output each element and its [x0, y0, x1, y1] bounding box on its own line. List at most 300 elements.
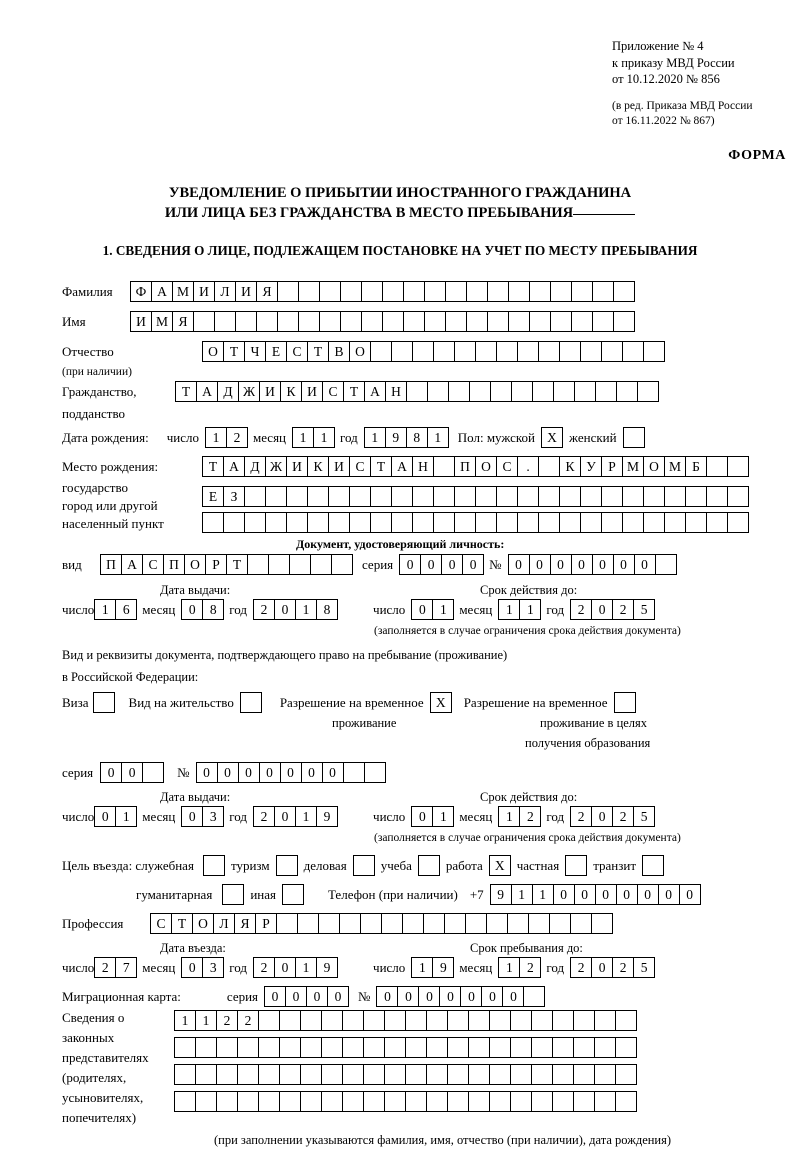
cell[interactable]: [433, 456, 455, 477]
birthplace-cells-row3[interactable]: [202, 512, 748, 533]
cell[interactable]: [256, 311, 278, 332]
purpose-humanitarian-checkbox[interactable]: [222, 884, 244, 905]
cell[interactable]: К: [307, 456, 329, 477]
cell[interactable]: Т: [307, 341, 329, 362]
cell[interactable]: [384, 1064, 406, 1085]
cell[interactable]: [426, 1091, 448, 1112]
cell[interactable]: Я: [234, 913, 256, 934]
cell[interactable]: [279, 1037, 301, 1058]
cell[interactable]: 0: [481, 986, 503, 1007]
cell[interactable]: О: [643, 456, 665, 477]
cell[interactable]: [466, 281, 488, 302]
stay-day-cells[interactable]: [411, 957, 453, 978]
cell[interactable]: 8: [316, 599, 338, 620]
cell[interactable]: 1: [195, 1010, 217, 1031]
cell[interactable]: [571, 281, 593, 302]
cell[interactable]: [615, 1064, 637, 1085]
cell[interactable]: 0: [274, 806, 296, 827]
cell[interactable]: [664, 486, 686, 507]
cell[interactable]: 1: [498, 806, 520, 827]
cell[interactable]: 0: [285, 986, 307, 1007]
permit-valid-month-cells[interactable]: [498, 806, 540, 827]
cell[interactable]: [517, 486, 539, 507]
cell[interactable]: .: [517, 456, 539, 477]
cell[interactable]: 1: [313, 427, 335, 448]
cell[interactable]: П: [100, 554, 122, 575]
cell[interactable]: 0: [529, 554, 551, 575]
cell[interactable]: [549, 913, 571, 934]
permit-issue-day-cells[interactable]: [94, 806, 136, 827]
cell[interactable]: [508, 281, 530, 302]
cell[interactable]: [510, 1091, 532, 1112]
cell[interactable]: [552, 1010, 574, 1031]
cell[interactable]: [447, 1091, 469, 1112]
cell[interactable]: А: [364, 381, 386, 402]
cell[interactable]: [319, 281, 341, 302]
cell[interactable]: М: [172, 281, 194, 302]
permit-valid-day-cells[interactable]: [411, 806, 453, 827]
cell[interactable]: [469, 381, 491, 402]
cell[interactable]: [559, 341, 581, 362]
cell[interactable]: [340, 281, 362, 302]
cell[interactable]: А: [223, 456, 245, 477]
cell[interactable]: 0: [439, 986, 461, 1007]
cell[interactable]: [496, 486, 518, 507]
cell[interactable]: 1: [292, 427, 314, 448]
cell[interactable]: [279, 1010, 301, 1031]
cell[interactable]: [258, 1037, 280, 1058]
cell[interactable]: М: [664, 456, 686, 477]
cell[interactable]: [523, 986, 545, 1007]
cell[interactable]: И: [193, 281, 215, 302]
doc-valid-year-cells[interactable]: [570, 599, 654, 620]
legal-rep-cells-row2[interactable]: [174, 1037, 636, 1058]
cell[interactable]: С: [496, 456, 518, 477]
cell[interactable]: 0: [181, 599, 203, 620]
cell[interactable]: [594, 1064, 616, 1085]
cell[interactable]: 2: [612, 957, 634, 978]
cell[interactable]: 0: [100, 762, 122, 783]
cell[interactable]: Л: [214, 281, 236, 302]
cell[interactable]: [268, 554, 290, 575]
cell[interactable]: 1: [511, 884, 533, 905]
cell[interactable]: [538, 341, 560, 362]
cell[interactable]: 2: [94, 957, 116, 978]
cell[interactable]: 0: [280, 762, 302, 783]
cell[interactable]: [427, 381, 449, 402]
profession-cells[interactable]: [150, 913, 612, 934]
birthplace-cells-row1[interactable]: [202, 456, 748, 477]
cell[interactable]: [454, 486, 476, 507]
cell[interactable]: К: [280, 381, 302, 402]
cell[interactable]: [637, 381, 659, 402]
cell[interactable]: [468, 1010, 490, 1031]
cell[interactable]: 0: [460, 986, 482, 1007]
cell[interactable]: [349, 512, 371, 533]
cell[interactable]: 0: [274, 957, 296, 978]
cell[interactable]: 1: [295, 599, 317, 620]
cell[interactable]: [319, 311, 341, 332]
migration-number-cells[interactable]: [376, 986, 544, 1007]
cell[interactable]: Д: [217, 381, 239, 402]
cell[interactable]: 1: [364, 427, 386, 448]
cell[interactable]: Т: [171, 913, 193, 934]
cell[interactable]: [340, 311, 362, 332]
cell[interactable]: [235, 311, 257, 332]
cell[interactable]: [276, 913, 298, 934]
cell[interactable]: [454, 341, 476, 362]
cell[interactable]: [361, 281, 383, 302]
cell[interactable]: [361, 311, 383, 332]
temp-residence-checkbox[interactable]: X: [430, 692, 452, 713]
cell[interactable]: 0: [238, 762, 260, 783]
stay-month-cells[interactable]: [498, 957, 540, 978]
cell[interactable]: [538, 456, 560, 477]
purpose-service-checkbox[interactable]: [203, 855, 225, 876]
cell[interactable]: 0: [679, 884, 701, 905]
cell[interactable]: [528, 913, 550, 934]
cell[interactable]: [475, 512, 497, 533]
sex-male-checkbox[interactable]: X: [541, 427, 563, 448]
cell[interactable]: [391, 512, 413, 533]
cell[interactable]: [265, 486, 287, 507]
cell[interactable]: [454, 512, 476, 533]
purpose-tourism-checkbox[interactable]: [276, 855, 298, 876]
cell[interactable]: 0: [637, 884, 659, 905]
cell[interactable]: Ж: [238, 381, 260, 402]
cell[interactable]: Р: [255, 913, 277, 934]
cell[interactable]: [258, 1091, 280, 1112]
cell[interactable]: [595, 381, 617, 402]
sex-female-checkbox[interactable]: [623, 427, 645, 448]
cell[interactable]: 0: [217, 762, 239, 783]
cell[interactable]: 1: [295, 806, 317, 827]
cell[interactable]: 0: [94, 806, 116, 827]
cell[interactable]: [529, 311, 551, 332]
visa-checkbox[interactable]: [93, 692, 115, 713]
cell[interactable]: [300, 1037, 322, 1058]
cell[interactable]: 0: [418, 986, 440, 1007]
cell[interactable]: [538, 486, 560, 507]
cell[interactable]: [570, 913, 592, 934]
cell[interactable]: [573, 1064, 595, 1085]
cell[interactable]: [594, 1091, 616, 1112]
cell[interactable]: У: [580, 456, 602, 477]
cell[interactable]: [594, 1037, 616, 1058]
cell[interactable]: [381, 913, 403, 934]
purpose-private-checkbox[interactable]: [565, 855, 587, 876]
cell[interactable]: Р: [205, 554, 227, 575]
cell[interactable]: [573, 1037, 595, 1058]
cell[interactable]: [489, 1064, 511, 1085]
cell[interactable]: [489, 1010, 511, 1031]
cell[interactable]: И: [301, 381, 323, 402]
cell[interactable]: 0: [181, 806, 203, 827]
surname-cells[interactable]: [130, 281, 634, 302]
cell[interactable]: 0: [634, 554, 656, 575]
cell[interactable]: 3: [202, 806, 224, 827]
cell[interactable]: 1: [432, 806, 454, 827]
cell[interactable]: [216, 1037, 238, 1058]
cell[interactable]: 0: [613, 554, 635, 575]
cell[interactable]: [531, 1010, 553, 1031]
cell[interactable]: [405, 1010, 427, 1031]
cell[interactable]: Я: [172, 311, 194, 332]
cell[interactable]: [195, 1091, 217, 1112]
cell[interactable]: 0: [591, 599, 613, 620]
cell[interactable]: [508, 311, 530, 332]
cell[interactable]: [468, 1064, 490, 1085]
cell[interactable]: 0: [399, 554, 421, 575]
cell[interactable]: [423, 913, 445, 934]
cell[interactable]: [643, 512, 665, 533]
entry-month-cells[interactable]: [181, 957, 223, 978]
cell[interactable]: 0: [502, 986, 524, 1007]
cell[interactable]: [510, 1064, 532, 1085]
cell[interactable]: 5: [633, 957, 655, 978]
birth-month-cells[interactable]: [292, 427, 334, 448]
cell[interactable]: [685, 486, 707, 507]
cell[interactable]: [510, 1037, 532, 1058]
cell[interactable]: [490, 381, 512, 402]
cell[interactable]: [300, 1064, 322, 1085]
cell[interactable]: [487, 281, 509, 302]
cell[interactable]: Е: [202, 486, 224, 507]
cell[interactable]: [574, 381, 596, 402]
cell[interactable]: [370, 341, 392, 362]
cell[interactable]: 2: [253, 599, 275, 620]
cell[interactable]: [727, 456, 749, 477]
cell[interactable]: [447, 1037, 469, 1058]
cell[interactable]: [403, 281, 425, 302]
cell[interactable]: [685, 512, 707, 533]
birthplace-cells-row2[interactable]: [202, 486, 748, 507]
cell[interactable]: [237, 1064, 259, 1085]
cell[interactable]: Т: [343, 381, 365, 402]
cell[interactable]: 0: [411, 806, 433, 827]
cell[interactable]: 0: [181, 957, 203, 978]
cell[interactable]: [616, 381, 638, 402]
cell[interactable]: 0: [121, 762, 143, 783]
cell[interactable]: [279, 1064, 301, 1085]
purpose-study-checkbox[interactable]: [418, 855, 440, 876]
cell[interactable]: 9: [490, 884, 512, 905]
cell[interactable]: Ф: [130, 281, 152, 302]
cell[interactable]: 0: [441, 554, 463, 575]
cell[interactable]: [277, 311, 299, 332]
cell[interactable]: [706, 456, 728, 477]
cell[interactable]: С: [286, 341, 308, 362]
cell[interactable]: [426, 1037, 448, 1058]
cell[interactable]: [402, 913, 424, 934]
cell[interactable]: 9: [316, 806, 338, 827]
cell[interactable]: [510, 1010, 532, 1031]
cell[interactable]: [433, 486, 455, 507]
cell[interactable]: С: [349, 456, 371, 477]
cell[interactable]: [286, 486, 308, 507]
cell[interactable]: 1: [498, 599, 520, 620]
cell[interactable]: [412, 512, 434, 533]
cell[interactable]: [244, 486, 266, 507]
purpose-other-checkbox[interactable]: [282, 884, 304, 905]
cell[interactable]: 0: [591, 806, 613, 827]
cell[interactable]: [424, 281, 446, 302]
cell[interactable]: [444, 913, 466, 934]
cell[interactable]: [475, 486, 497, 507]
cell[interactable]: [331, 554, 353, 575]
cell[interactable]: [615, 1037, 637, 1058]
cell[interactable]: [265, 512, 287, 533]
cell[interactable]: [447, 1010, 469, 1031]
cell[interactable]: М: [622, 456, 644, 477]
phone-cells[interactable]: [490, 884, 700, 905]
cell[interactable]: [364, 762, 386, 783]
cell[interactable]: [486, 913, 508, 934]
cell[interactable]: [391, 341, 413, 362]
cell[interactable]: 0: [550, 554, 572, 575]
cell[interactable]: 8: [202, 599, 224, 620]
cell[interactable]: [216, 1091, 238, 1112]
cell[interactable]: [298, 281, 320, 302]
cell[interactable]: 2: [570, 806, 592, 827]
residence-permit-checkbox[interactable]: [240, 692, 262, 713]
cell[interactable]: [552, 1037, 574, 1058]
cell[interactable]: [360, 913, 382, 934]
cell[interactable]: Т: [175, 381, 197, 402]
cell[interactable]: [448, 381, 470, 402]
cell[interactable]: [424, 311, 446, 332]
cell[interactable]: [244, 512, 266, 533]
cell[interactable]: Л: [213, 913, 235, 934]
cell[interactable]: [622, 341, 644, 362]
cell[interactable]: [445, 311, 467, 332]
cell[interactable]: [342, 1091, 364, 1112]
legal-rep-cells-row4[interactable]: [174, 1091, 636, 1112]
cell[interactable]: [247, 554, 269, 575]
cell[interactable]: Ж: [265, 456, 287, 477]
cell[interactable]: [571, 311, 593, 332]
cell[interactable]: 2: [612, 806, 634, 827]
cell[interactable]: [405, 1037, 427, 1058]
cell[interactable]: 1: [519, 599, 541, 620]
cell[interactable]: [363, 1091, 385, 1112]
cell[interactable]: [216, 1064, 238, 1085]
cell[interactable]: [601, 486, 623, 507]
cell[interactable]: О: [184, 554, 206, 575]
cell[interactable]: [426, 1010, 448, 1031]
cell[interactable]: О: [349, 341, 371, 362]
cell[interactable]: 0: [616, 884, 638, 905]
cell[interactable]: 0: [592, 554, 614, 575]
cell[interactable]: О: [202, 341, 224, 362]
cell[interactable]: [363, 1037, 385, 1058]
cell[interactable]: [426, 1064, 448, 1085]
cell[interactable]: [237, 1091, 259, 1112]
cell[interactable]: [258, 1064, 280, 1085]
cell[interactable]: [223, 512, 245, 533]
cell[interactable]: [405, 1064, 427, 1085]
cell[interactable]: [727, 486, 749, 507]
cell[interactable]: [195, 1064, 217, 1085]
doc-type-cells[interactable]: [100, 554, 352, 575]
cell[interactable]: [489, 1091, 511, 1112]
cell[interactable]: [531, 1037, 553, 1058]
cell[interactable]: С: [142, 554, 164, 575]
cell[interactable]: [592, 311, 614, 332]
cell[interactable]: [529, 281, 551, 302]
cell[interactable]: М: [151, 311, 173, 332]
cell[interactable]: [580, 486, 602, 507]
doc-number-cells[interactable]: [508, 554, 676, 575]
cell[interactable]: [195, 1037, 217, 1058]
cell[interactable]: 2: [253, 806, 275, 827]
cell[interactable]: 2: [216, 1010, 238, 1031]
cell[interactable]: 0: [301, 762, 323, 783]
cell[interactable]: В: [328, 341, 350, 362]
purpose-business-checkbox[interactable]: [353, 855, 375, 876]
cell[interactable]: [445, 281, 467, 302]
stay-year-cells[interactable]: [570, 957, 654, 978]
cell[interactable]: [496, 512, 518, 533]
cell[interactable]: [531, 1091, 553, 1112]
cell[interactable]: [279, 1091, 301, 1112]
cell[interactable]: А: [391, 456, 413, 477]
cell[interactable]: О: [475, 456, 497, 477]
cell[interactable]: [615, 1091, 637, 1112]
cell[interactable]: [237, 1037, 259, 1058]
name-cells[interactable]: [130, 311, 634, 332]
cell[interactable]: [664, 512, 686, 533]
cell[interactable]: [643, 341, 665, 362]
cell[interactable]: 0: [658, 884, 680, 905]
cell[interactable]: [328, 512, 350, 533]
cell[interactable]: 0: [571, 554, 593, 575]
cell[interactable]: [573, 1010, 595, 1031]
cell[interactable]: [552, 1091, 574, 1112]
cell[interactable]: [496, 341, 518, 362]
cell[interactable]: [318, 913, 340, 934]
cell[interactable]: [298, 311, 320, 332]
cell[interactable]: 1: [432, 599, 454, 620]
cell[interactable]: [406, 381, 428, 402]
cell[interactable]: Т: [223, 341, 245, 362]
citizenship-cells[interactable]: [175, 381, 658, 402]
cell[interactable]: 2: [253, 957, 275, 978]
cell[interactable]: 0: [327, 986, 349, 1007]
cell[interactable]: И: [235, 281, 257, 302]
cell[interactable]: [580, 512, 602, 533]
cell[interactable]: [559, 486, 581, 507]
edu-residence-checkbox[interactable]: [614, 692, 636, 713]
cell[interactable]: [382, 311, 404, 332]
cell[interactable]: 1: [427, 427, 449, 448]
cell[interactable]: [370, 486, 392, 507]
cell[interactable]: 0: [574, 884, 596, 905]
cell[interactable]: И: [130, 311, 152, 332]
cell[interactable]: [174, 1064, 196, 1085]
cell[interactable]: [643, 486, 665, 507]
cell[interactable]: [553, 381, 575, 402]
cell[interactable]: [412, 341, 434, 362]
cell[interactable]: [321, 1064, 343, 1085]
cell[interactable]: [613, 281, 635, 302]
cell[interactable]: [342, 1064, 364, 1085]
cell[interactable]: [573, 1091, 595, 1112]
cell[interactable]: 1: [411, 957, 433, 978]
cell[interactable]: [277, 281, 299, 302]
cell[interactable]: 2: [519, 806, 541, 827]
cell[interactable]: 1: [498, 957, 520, 978]
